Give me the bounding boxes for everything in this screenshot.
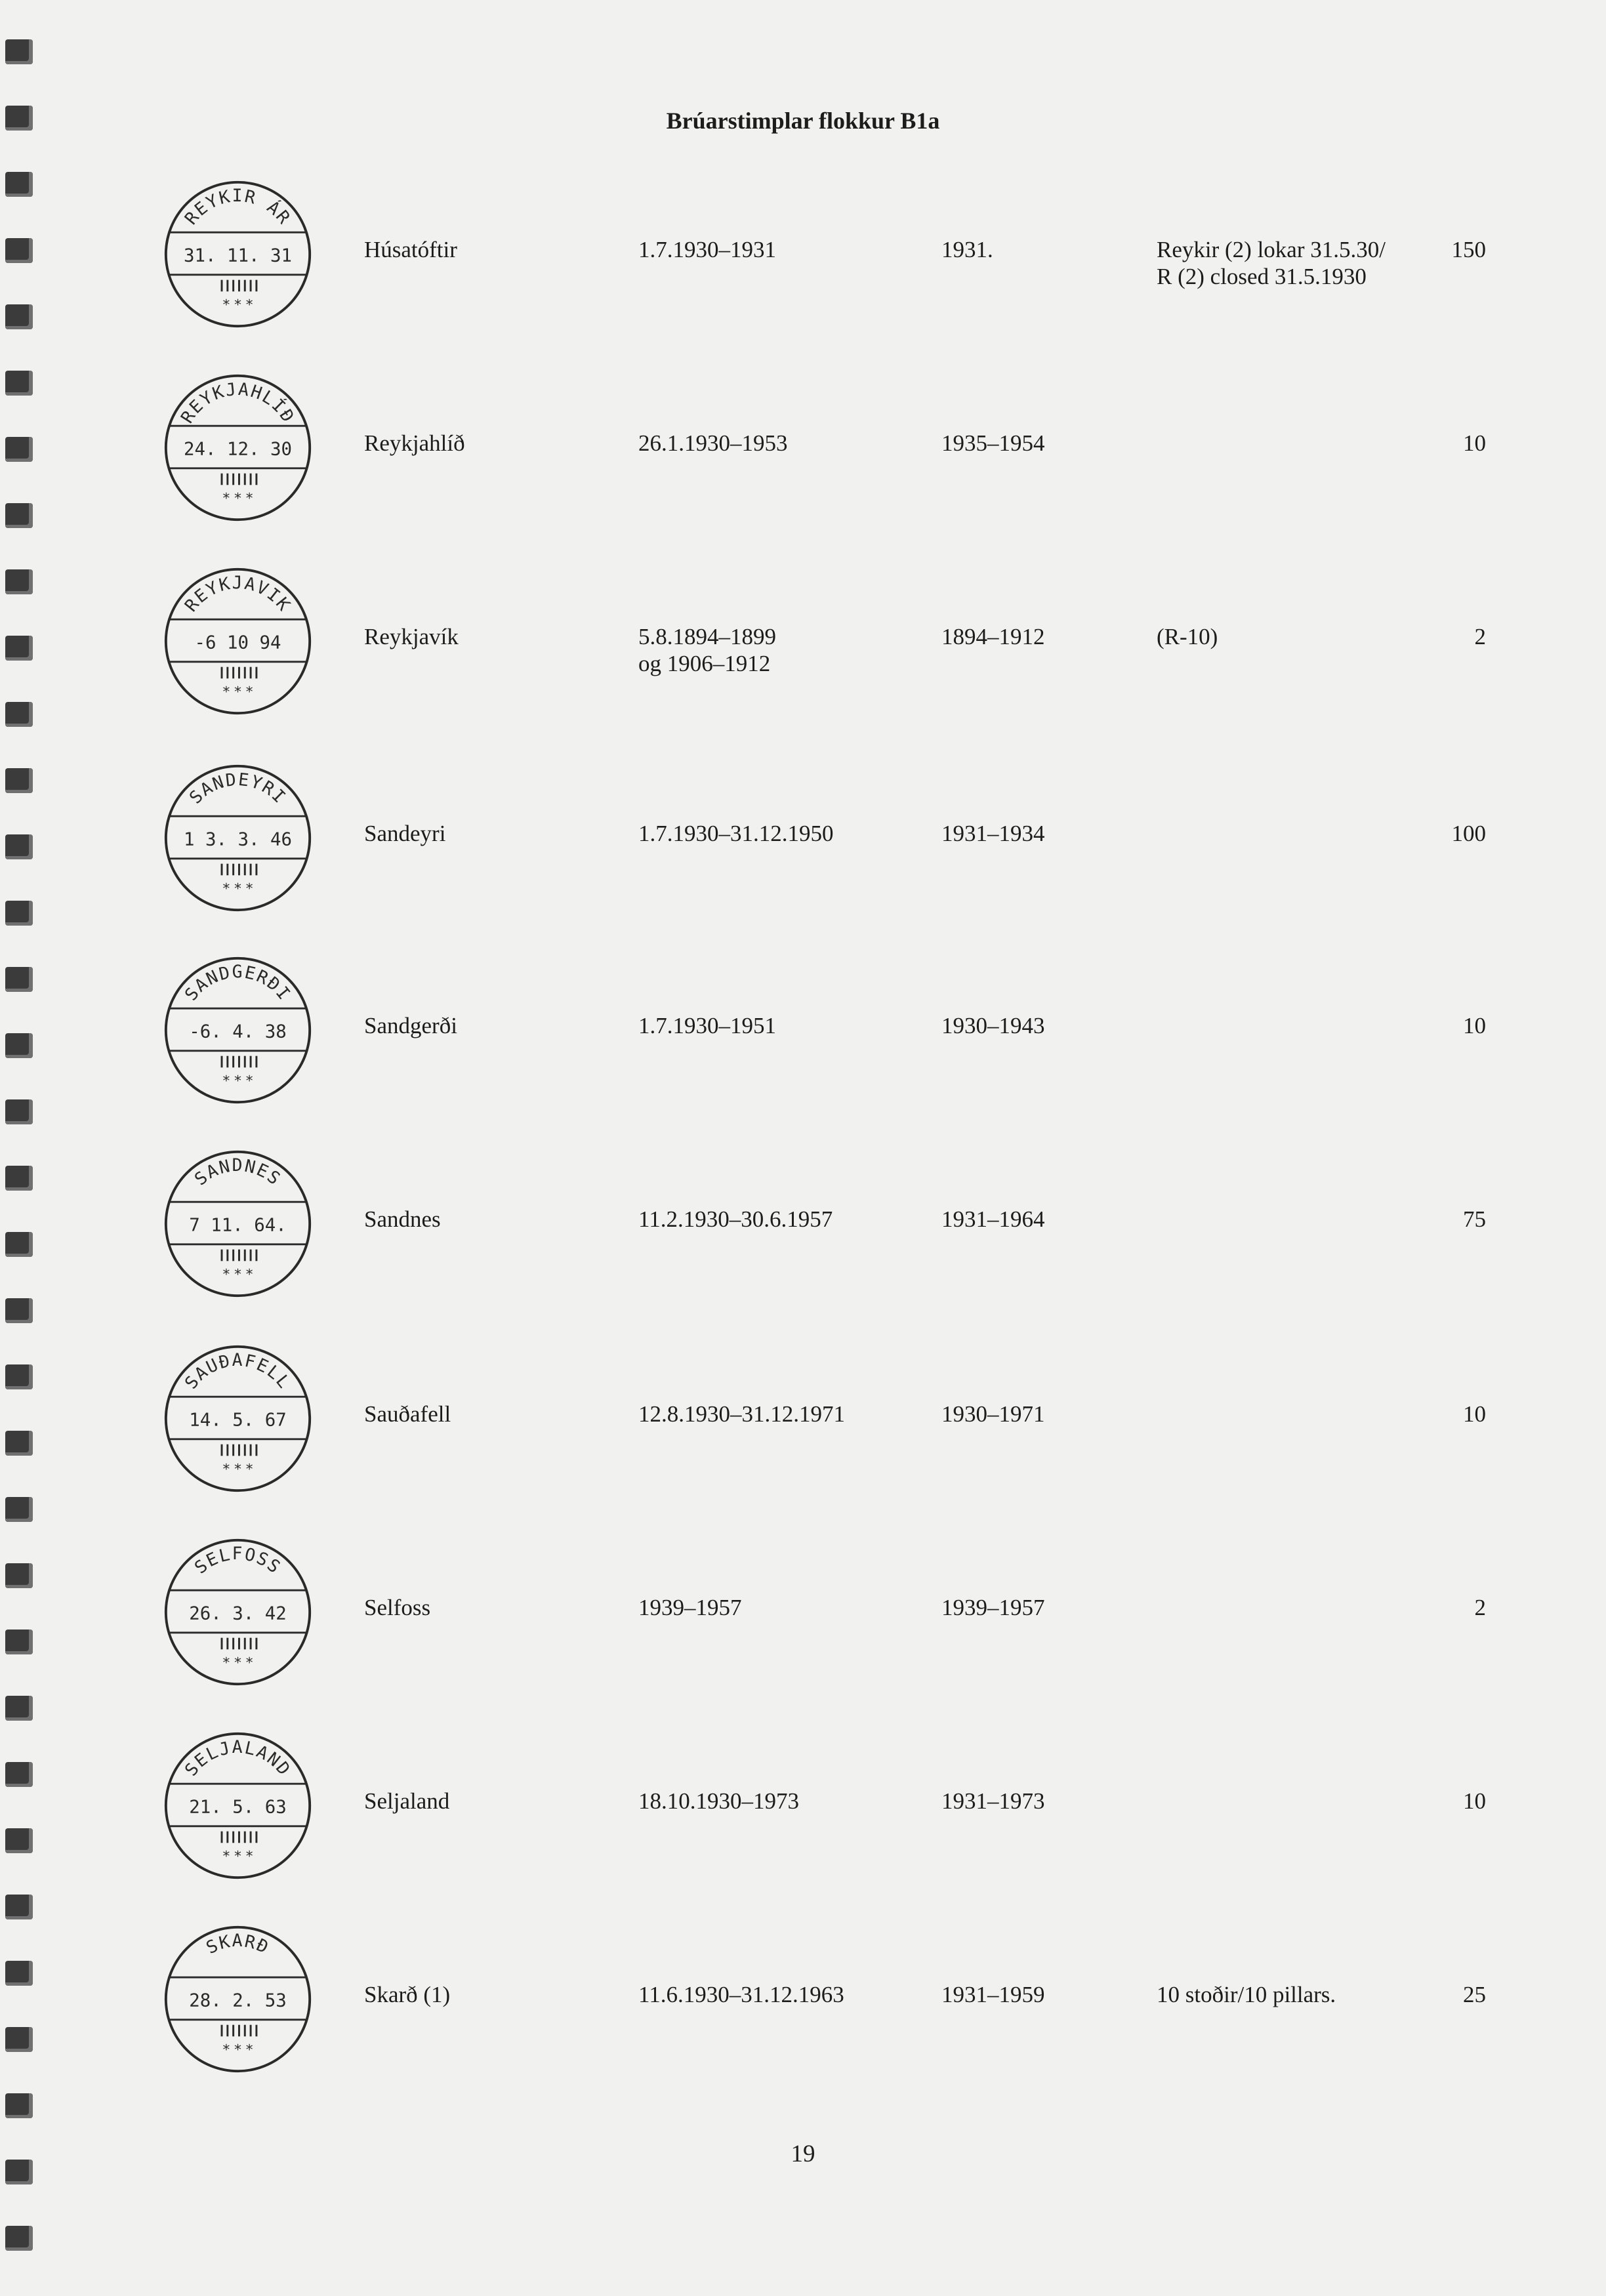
place-name: Sauðafell [364,1401,451,1427]
postmark-stamp [161,1922,315,2076]
value: 150 [1451,237,1486,262]
usage-period [638,236,776,263]
usage-period-line: 26.1.1930–1953 [638,430,788,456]
postmark-stamp [161,1342,315,1496]
known-dates: 1930–1943 [941,1013,1045,1038]
place-name: Selfoss [364,1595,431,1620]
usage-period-line: 1939–1957 [638,1595,742,1620]
svg-text:REYKIR ÁR [181,186,295,228]
usage-period [638,430,788,457]
place-name: Sandgerði [364,1013,457,1038]
usage-period [638,1981,844,2008]
postmark-stars: * * * [222,1266,253,1283]
usage-period-line: 11.6.1930–31.12.1963 [638,1982,844,2007]
table-row [0,177,1606,341]
known-dates: 1894–1912 [941,624,1045,649]
place-name: Sandnes [364,1206,441,1232]
postmark-stamp [161,371,315,525]
value: 10 [1463,430,1486,456]
binding-hole [5,2226,33,2251]
usage-period-line: 11.2.1930–30.6.1957 [638,1206,833,1232]
value: 10 [1463,1013,1486,1038]
postmark-stars: * * * [222,297,253,314]
postmark-ring-text: REYKIR ÁR [180,186,295,229]
place-name: Seljaland [364,1788,450,1814]
note-line: 10 stoðir/10 pillars. [1157,1982,1336,2007]
postmark-stamp [161,177,315,331]
note-line: R (2) closed 31.5.1930 [1157,264,1367,289]
table-row [0,371,1606,535]
postmark-stamp [161,761,315,915]
usage-period-line: og 1906–1912 [638,651,771,676]
value: 100 [1451,821,1486,846]
postmark-date: 21. 5. 63 [189,1797,287,1818]
table-row [0,1342,1606,1506]
place-name: Reykjavík [364,624,459,649]
usage-period [638,1206,833,1233]
svg-text:SAUÐAFELL [181,1350,295,1393]
postmark-stars: * * * [222,1654,253,1671]
usage-period-line: 12.8.1930–31.12.1971 [638,1401,845,1427]
svg-text:REYKJAVIK [181,573,295,615]
postmark-date: -6. 4. 38 [189,1021,287,1042]
usage-period [638,820,834,847]
svg-text:SELJALAND [181,1737,295,1780]
postmark-ring-text: SANDNES [190,1155,285,1190]
postmark-stars: * * * [222,1073,253,1090]
value: 75 [1463,1206,1486,1232]
usage-period-line: 5.8.1894–1899 [638,624,776,649]
postmark-stars: * * * [222,684,253,701]
value: 10 [1463,1401,1486,1427]
postmark-date: 1 3. 3. 46 [184,829,292,850]
postmark-ring-text: SANDEYRI [185,769,291,808]
postmark-ring-text: SAUÐAFELL [180,1350,295,1393]
value: 2 [1474,624,1486,649]
postmark-date: 28. 2. 53 [189,1990,287,2011]
postmark-stars: * * * [222,1461,253,1478]
usage-period [638,1401,845,1427]
svg-text:SANDGERÐI [181,962,295,1004]
usage-period-line: 1.7.1930–31.12.1950 [638,821,834,846]
place-name: Skarð (1) [364,1982,451,2007]
page-title: Brúarstimplar flokkur B1a [666,108,940,134]
postmark-ring-text: SELJALAND [180,1737,295,1780]
usage-period-line: 18.10.1930–1973 [638,1788,799,1814]
table-row [0,953,1606,1117]
note [1157,623,1218,650]
postmark-date: 26. 3. 42 [189,1603,287,1624]
place-name: Reykjahlíð [364,430,465,456]
postmark-stamp [161,1535,315,1689]
postmark-date: 31. 11. 31 [184,245,292,266]
known-dates: 1931–1934 [941,821,1045,846]
value: 25 [1463,1982,1486,2007]
postmark-date: 7 11. 64. [189,1215,287,1236]
postmark-stars: * * * [222,880,253,897]
known-dates: 1931–1973 [941,1788,1045,1814]
postmark-ring-text: REYKJAVIK [180,573,295,616]
postmark-stamp [161,1147,315,1301]
note [1157,236,1386,290]
usage-period-line: 1.7.1930–1951 [638,1013,776,1038]
postmark-stamp [161,1729,315,1883]
page-number: 19 [791,2141,815,2167]
known-dates: 1935–1954 [941,430,1045,456]
binding-hole [5,2093,33,2118]
postmark-stars: * * * [222,1848,253,1865]
known-dates: 1939–1957 [941,1595,1045,1620]
postmark-date: 14. 5. 67 [189,1410,287,1431]
place-name: Sandeyri [364,821,446,846]
known-dates: 1931–1959 [941,1982,1045,2007]
usage-period [638,623,776,677]
known-dates: 1931–1964 [941,1206,1045,1232]
table-row [0,1922,1606,2086]
binding-hole [5,1696,33,1721]
postmark-date: -6 10 94 [194,632,281,653]
value: 10 [1463,1788,1486,1814]
usage-period [638,1788,799,1814]
table-row [0,1535,1606,1699]
note [1157,1981,1336,2008]
note-line: (R-10) [1157,624,1218,649]
usage-period [638,1012,776,1039]
postmark-ring-text: SKARÐ [203,1931,273,1959]
svg-text:SKARÐ [203,1931,273,1958]
postmark-stamp [161,564,315,718]
svg-text:REYKJAHLÍÐ [177,379,299,427]
binding-hole [5,1895,33,1919]
table-row [0,761,1606,925]
postmark-ring-text: SELFOSS [190,1544,285,1578]
postmark-ring-text: SANDGERÐI [180,962,295,1005]
postmark-stars: * * * [222,2041,253,2059]
postmark-stamp [161,953,315,1107]
postmark-date: 24. 12. 30 [184,439,292,460]
value: 2 [1474,1595,1486,1620]
binding-hole [5,39,33,64]
table-row [0,1729,1606,1893]
place-name: Húsatóftir [364,237,457,262]
postmark-stars: * * * [222,490,253,507]
table-row [0,564,1606,728]
postmark-ring-text: REYKJAHLÍÐ [176,379,299,427]
known-dates: 1931. [941,237,993,262]
note-line: Reykir (2) lokar 31.5.30/ [1157,237,1386,262]
known-dates: 1930–1971 [941,1401,1045,1427]
usage-period-line: 1.7.1930–1931 [638,237,776,262]
table-row [0,1147,1606,1311]
usage-period [638,1594,742,1621]
